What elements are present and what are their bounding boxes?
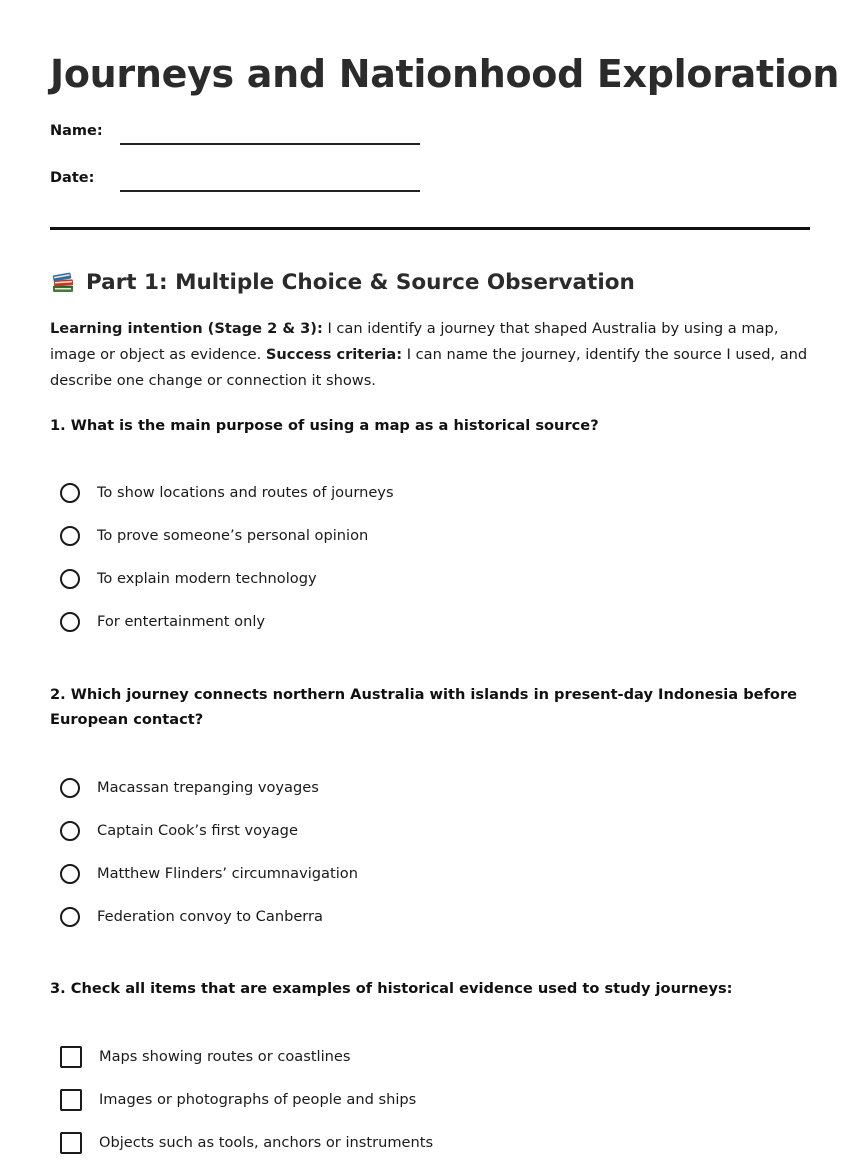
page-title: Journeys and Nationhood Exploration — [50, 52, 840, 96]
question-2-option[interactable] — [60, 809, 760, 852]
learning-intention-label: Learning intention (Stage 2 & 3): — [50, 320, 323, 337]
question-2-option[interactable] — [60, 852, 760, 895]
success-criteria-label: Success criteria: — [265, 346, 403, 363]
success-criteria-text: I can name the journey, identify the source I used, and describe one change or connection it shows. — [50, 346, 808, 389]
radio-button[interactable] — [60, 821, 80, 841]
section-title: Part 1: Multiple Choice & Source Observation — [86, 269, 635, 295]
question-2: 2. Which journey connects northern Australia with islands in present-day Indonesia before European contact? — [50, 686, 798, 728]
option-label: Federation convoy to Canberra — [97, 908, 323, 925]
learning-intention — [50, 316, 810, 394]
radio-button[interactable] — [60, 612, 80, 632]
option-label: Macassan trepanging voyages — [97, 779, 319, 796]
checkbox[interactable] — [60, 1046, 82, 1068]
name-label: Name: — [50, 123, 103, 139]
question-1-option[interactable] — [60, 557, 760, 600]
option-label: To explain modern technology — [97, 570, 317, 587]
name-field-row — [50, 121, 430, 151]
option-label: Captain Cook’s first voyage — [97, 822, 298, 839]
question-3-option[interactable] — [60, 1035, 760, 1078]
question-2-options — [60, 766, 760, 938]
option-label: For entertainment only — [97, 613, 266, 630]
radio-button[interactable] — [60, 907, 80, 927]
option-label: Objects such as tools, anchors or instruments — [99, 1134, 434, 1151]
checkbox[interactable] — [60, 1132, 82, 1154]
question-3-option[interactable] — [60, 1078, 760, 1121]
date-label: Date: — [50, 170, 95, 186]
header-divider — [50, 227, 810, 230]
question-2-option[interactable] — [60, 895, 760, 938]
question-1-options — [60, 471, 760, 643]
radio-button[interactable] — [60, 483, 80, 503]
question-1-option[interactable] — [60, 471, 760, 514]
date-field-row — [50, 168, 430, 198]
option-label: Matthew Flinders’ circumnavigation — [97, 865, 358, 882]
radio-button[interactable] — [60, 526, 80, 546]
question-1-option[interactable] — [60, 600, 760, 643]
question-3-options — [60, 1035, 760, 1164]
option-label: To prove someone’s personal opinion — [97, 527, 369, 544]
question-1: 1. What is the main purpose of using a map as a historical source? — [50, 417, 599, 434]
question-1-option[interactable] — [60, 514, 760, 557]
learning-intention-text: I can identify a journey that shaped Australia by using a map, image or object as evidence. — [50, 320, 779, 363]
date-field[interactable] — [120, 190, 420, 192]
checkbox[interactable] — [60, 1089, 82, 1111]
question-3-option[interactable] — [60, 1121, 760, 1164]
radio-button[interactable] — [60, 864, 80, 884]
option-label: Maps showing routes or coastlines — [99, 1048, 351, 1065]
question-2-option[interactable] — [60, 766, 760, 809]
option-label: Images or photographs of people and ships — [99, 1091, 417, 1108]
option-label: To show locations and routes of journeys — [97, 484, 394, 501]
name-field[interactable] — [120, 143, 420, 145]
radio-button[interactable] — [60, 569, 80, 589]
question-3: 3. Check all items that are examples of historical evidence used to study journeys: — [50, 980, 733, 997]
section-heading — [50, 266, 635, 298]
radio-button[interactable] — [60, 778, 80, 798]
books-icon — [50, 269, 76, 295]
